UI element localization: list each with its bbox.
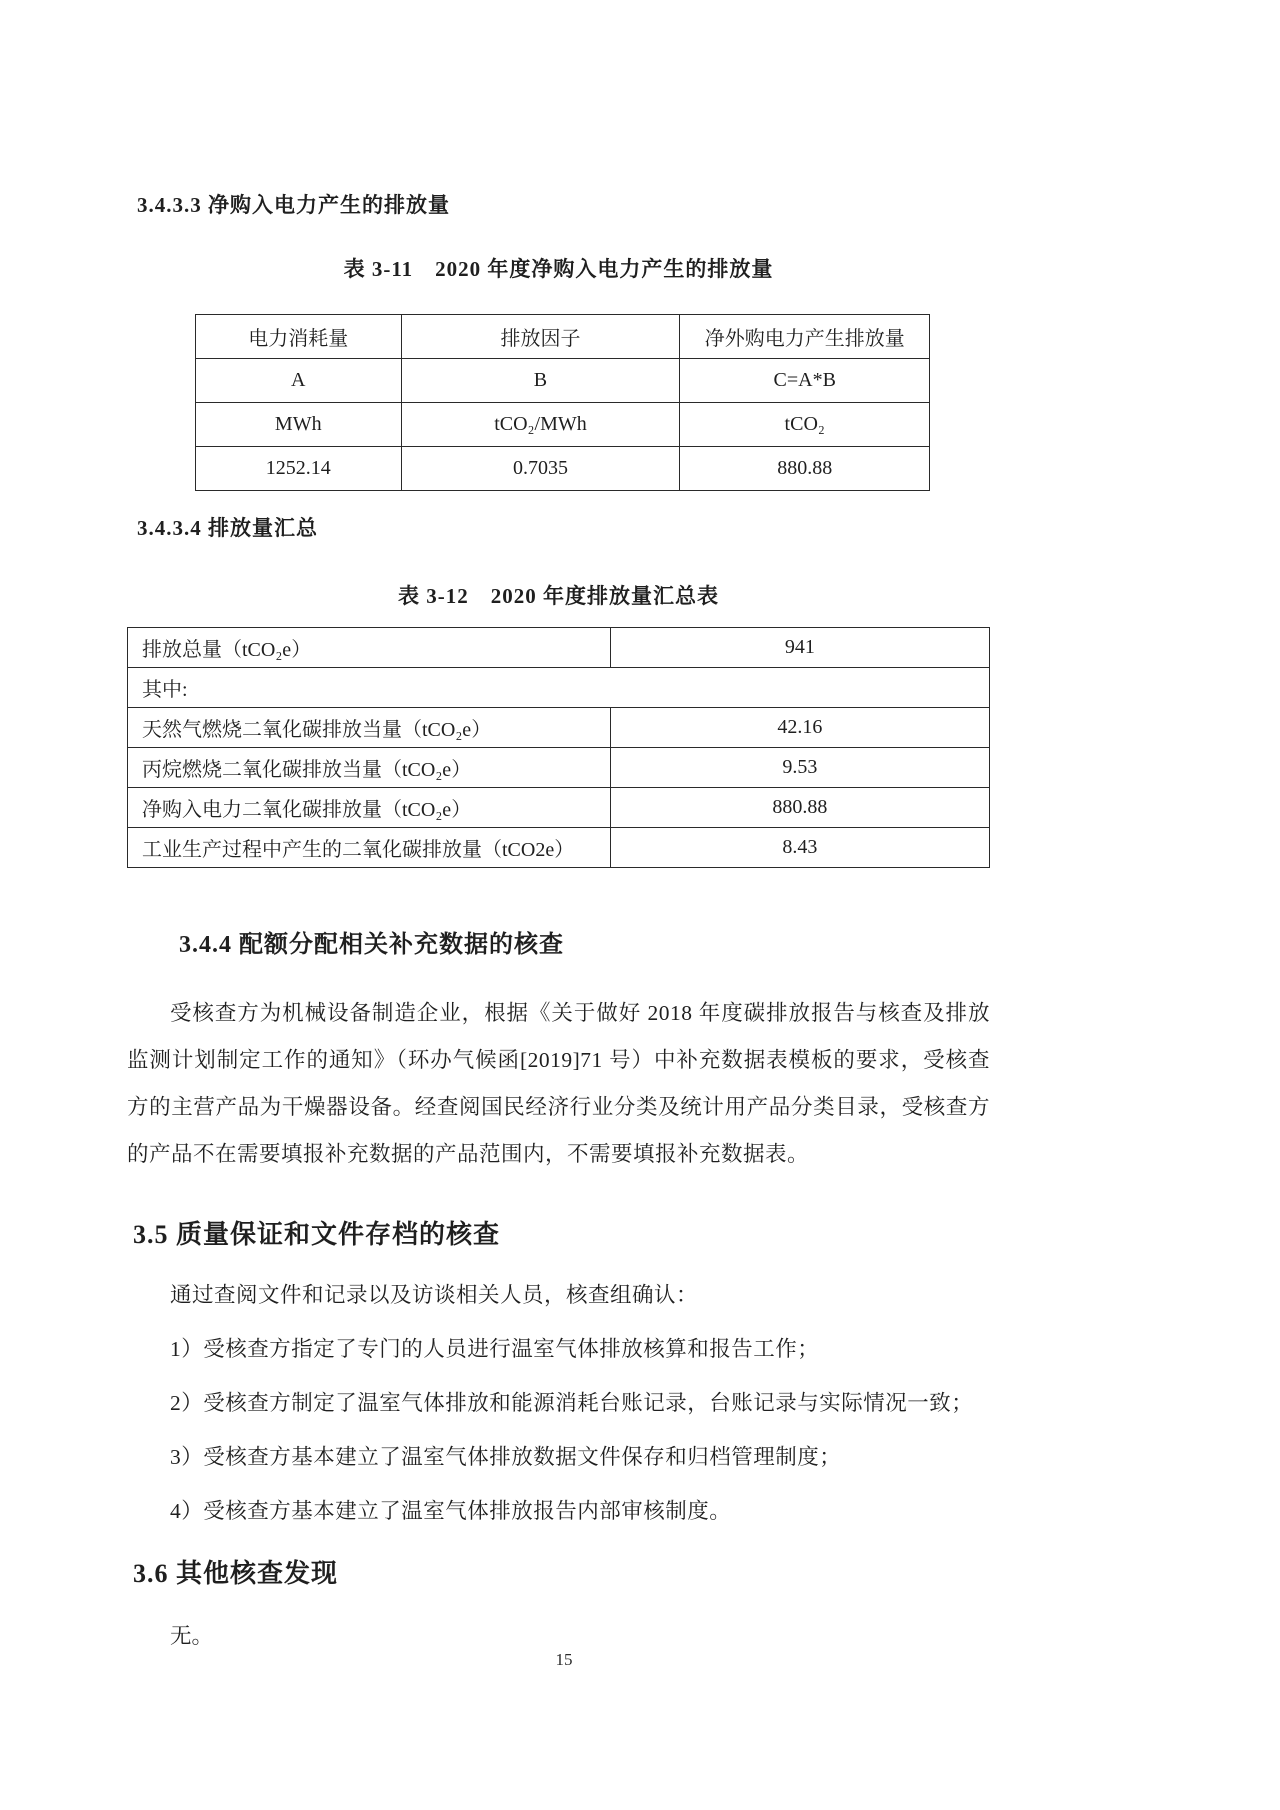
table-cell: 941 — [610, 628, 989, 668]
page-number: 15 — [555, 1650, 573, 1669]
table-3-11-caption: 表 3-11 2020 年度净购入电力产生的排放量 — [343, 257, 774, 281]
table-cell: 净外购电力产生排放量 — [680, 315, 930, 359]
table-cell: 工业生产过程中产生的二氧化碳排放量（tCO2e） — [128, 828, 611, 868]
section-heading-344: 3.4.4 配额分配相关补充数据的核查 — [179, 932, 564, 958]
table-cell: 丙烷燃烧二氧化碳排放当量（tCO₂e） — [128, 748, 611, 788]
table-row — [196, 359, 930, 403]
table-cell: MWh — [196, 403, 402, 447]
table-3-11 — [195, 314, 930, 491]
table-3-12 — [127, 627, 990, 868]
list-item-2: 2）受核查方制定了温室气体排放和能源消耗台账记录，台账记录与实际情况一致； — [170, 1391, 974, 1415]
table-row — [128, 668, 990, 708]
paragraph-35-intro: 通过查阅文件和记录以及访谈相关人员，核查组确认： — [170, 1283, 699, 1307]
section-heading-3433: 3.4.3.3 净购入电力产生的排放量 — [137, 193, 450, 217]
table-cell: 8.43 — [610, 828, 989, 868]
table-cell: 排放因子 — [401, 315, 680, 359]
section-heading-35: 3.5 质量保证和文件存档的核查 — [133, 1220, 501, 1249]
table-row — [196, 315, 930, 359]
table-3-12-caption: 表 3-12 2020 年度排放量汇总表 — [398, 584, 719, 608]
table-cell: 其中: — [128, 668, 990, 708]
table-row — [196, 403, 930, 447]
section-heading-3434: 3.4.3.4 排放量汇总 — [137, 516, 318, 540]
table-cell: A — [196, 359, 402, 403]
paragraph-36-none: 无。 — [170, 1624, 214, 1648]
table-row — [196, 447, 930, 491]
table-cell: 880.88 — [680, 447, 930, 491]
list-item-3: 3）受核查方基本建立了温室气体排放数据文件保存和归档管理制度； — [170, 1445, 842, 1469]
table-cell: 9.53 — [610, 748, 989, 788]
table-cell: 净购入电力二氧化碳排放量（tCO₂e） — [128, 788, 611, 828]
table-cell: 1252.14 — [196, 447, 402, 491]
table-cell: B — [401, 359, 680, 403]
table-cell: tCO₂ — [680, 403, 930, 447]
table-cell: 0.7035 — [401, 447, 680, 491]
table-cell: 排放总量（tCO₂e） — [128, 628, 611, 668]
table-row — [128, 788, 990, 828]
table-cell: 880.88 — [610, 788, 989, 828]
list-item-1: 1）受核查方指定了专门的人员进行温室气体排放核算和报告工作； — [170, 1337, 820, 1361]
table-row — [128, 828, 990, 868]
table-cell: C=A*B — [680, 359, 930, 403]
table-row — [128, 708, 990, 748]
table-cell: 42.16 — [610, 708, 989, 748]
table-cell: 天然气燃烧二氧化碳排放当量（tCO₂e） — [128, 708, 611, 748]
table-row — [128, 628, 990, 668]
table-cell: 电力消耗量 — [196, 315, 402, 359]
table-row — [128, 748, 990, 788]
section-heading-36: 3.6 其他核查发现 — [133, 1559, 339, 1588]
table-cell: tCO₂/MWh — [401, 403, 680, 447]
list-item-4: 4）受核查方基本建立了温室气体排放报告内部审核制度。 — [170, 1499, 732, 1523]
paragraph-344: 受核查方为机械设备制造企业，根据《关于做好 2018 年度碳排放报告与核查及排放监测计划制定工作的通知》（环办气候函[2019]71 号）中补充数据表模板的要求，受核查方的主营产品为干燥器设备。经查阅国民经济行业分类及统计用产品分类目录，受核查方的产品不在需要填报补充数据的产品范围内，不需要填报补充数据表。 — [127, 1001, 990, 1166]
